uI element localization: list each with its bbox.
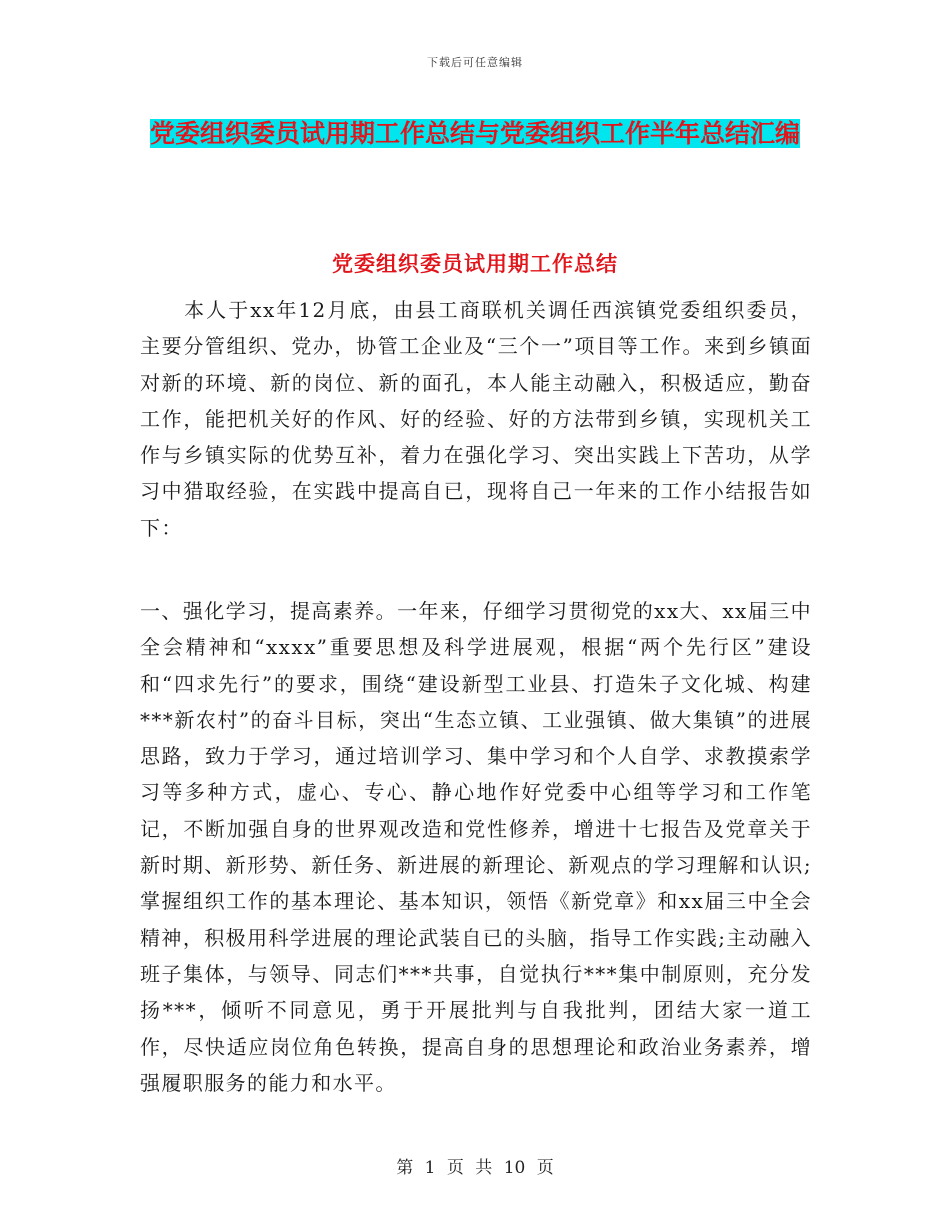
section-title: 党委组织委员试用期工作总结 bbox=[332, 251, 618, 276]
page-footer: 第 1 页 共 10 页 bbox=[396, 1158, 554, 1178]
body-paragraph-1: 本人于xx年12月底，由县工商联机关调任西滨镇党委组织委员，主要分管组织、党办，协管工企业及“三个一”项目等工作。来到乡镇面对新的环境、新的岗位、新的面孔，本人能主动融入，积极适应，勤奋工作，能把机关好的作风、好的经验、好的方法带到乡镇，实现机关工作与乡镇实际的优势互补，着力在强化学习、突出实践上下苦功，从学习中猎取经验，在实践中提高自已，现将自己一年来的工作小结报告如下： bbox=[140, 298, 812, 540]
body-paragraph-2: 一、强化学习，提高素养。一年来，仔细学习贯彻党的xx大、xx届三中全会精神和“xxxx”重要思想及科学进展观，根据“两个先行区”建设和“四求先行”的要求，围绕“建设新型工业县、打造朱子文化城、构建***新农村”的奋斗目标，突出“生态立镇、工业强镇、做大集镇”的进展思路，致力于学习，通过培训学习、集中学习和个人自学、求教摸索学习等多种方式，虚心、专心、静心地作好党委中心组等学习和工作笔记，不断加强自身的世界观改造和党性修养，增进十七报告及党章关于新时期、新形势、新任务、新进展的新理论、新观点的学习理解和认识;掌握组织工作的基本理论、基本知识，领悟《新党章》和xx届三中全会精神，积极用科学进展的理论武装自已的头脑，指导工作实践;主动融入班子集体，与领导、同志们***共事，自觉执行***集中制原则，充分发扬***，倾听不同意见，勇于开展批判与自我批判，团结大家一道工作，尽快适应岗位角色转换，提高自身的思想理论和政治业务素养，增强履职服务的能力和水平。 bbox=[140, 599, 812, 1095]
document-title-text: 党委组织委员试用期工作总结与党委组织工作半年总结汇编 bbox=[150, 119, 801, 148]
download-edit-note: 下载后可任意编辑 bbox=[427, 56, 523, 69]
document-title bbox=[150, 112, 800, 155]
